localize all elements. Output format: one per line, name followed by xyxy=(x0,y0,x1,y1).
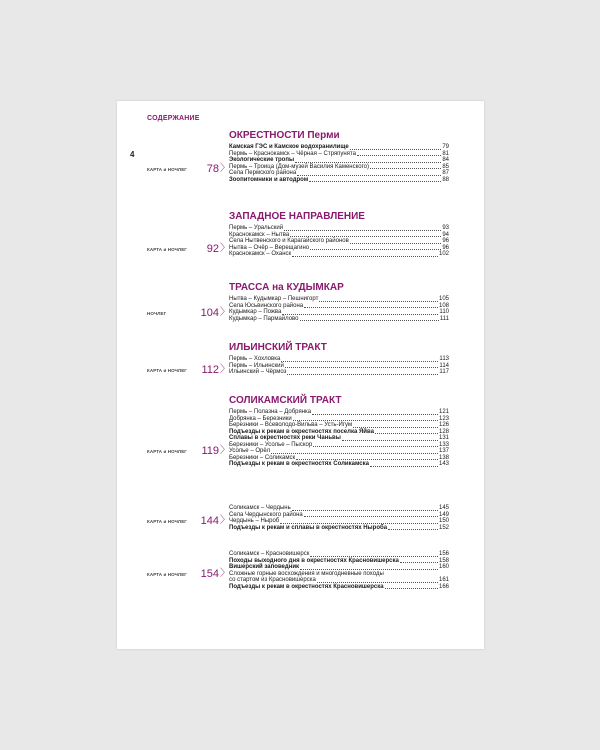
entry-page: 131 xyxy=(438,435,449,441)
entry-text: Подъезды к рекам в окрестностях Красновишерска xyxy=(229,583,384,590)
chevron-right-icon: 〉 xyxy=(220,243,230,254)
side-marker-label: КАРТА и НОЧЛЕГ xyxy=(147,166,187,172)
entry-text: Пермь – Хохловка xyxy=(229,356,281,362)
section-title: ОКРЕСТНОСТИ Перми xyxy=(229,130,340,141)
document-page xyxy=(117,101,484,649)
leader-dots xyxy=(350,239,442,244)
entry-text: Пермь – Ильинский xyxy=(229,362,284,369)
toc-entry[interactable] xyxy=(229,584,449,591)
entry-text: Березники – Усолье – Пыскор xyxy=(229,441,313,448)
side-marker xyxy=(147,515,230,527)
entry-text: Вишерский заповедник xyxy=(229,564,300,570)
leader-dots xyxy=(388,525,438,530)
entry-text: Краснокамск – Нытва xyxy=(229,231,290,238)
entry-text: Зоопитомники и автодром xyxy=(229,176,309,183)
leader-dots xyxy=(296,455,438,460)
leader-dots xyxy=(280,519,438,524)
leader-dots xyxy=(300,316,439,321)
leader-dots xyxy=(319,297,438,302)
contents-header: СОДЕРЖАНИЕ xyxy=(147,115,200,122)
entry-page: 110 xyxy=(439,309,449,315)
leader-dots xyxy=(350,145,442,150)
chevron-right-icon: 〉 xyxy=(220,364,230,375)
section-title: ТРАССА на КУДЫМКАР xyxy=(229,282,344,293)
leader-dots xyxy=(300,565,438,570)
leader-dots xyxy=(309,177,441,182)
leader-dots xyxy=(293,416,438,421)
side-marker xyxy=(147,364,230,376)
entry-text: Камская ГЭС и Камское водохранилище xyxy=(229,144,349,150)
entry-text: Соликамск – Чердынь xyxy=(229,505,291,511)
leader-dots xyxy=(290,232,441,237)
leader-dots xyxy=(297,171,441,176)
toc-entry[interactable] xyxy=(229,369,449,376)
side-marker-page: 144 xyxy=(200,515,219,527)
side-marker-page: 154 xyxy=(200,568,219,580)
side-marker-label: НОЧЛЕГ xyxy=(147,310,167,316)
entry-page: 160 xyxy=(438,564,449,570)
entry-text: Усолье – Орёл xyxy=(229,448,271,454)
entry-text: Подъезды к рекам в окрестностях Соликамска xyxy=(229,461,369,467)
entry-text: Пермь – Уральский xyxy=(229,225,284,231)
entry-text: Походы выходного дня в окрестностях Красновишерска xyxy=(229,557,399,564)
entry-page: 81 xyxy=(442,150,449,157)
leader-dots xyxy=(353,423,438,428)
entry-text: Сплавы в окрестностях реки Чаньвы xyxy=(229,435,341,441)
entry-page: 117 xyxy=(439,369,449,375)
side-marker-label: КАРТА и НОЧЛЕГ xyxy=(147,367,187,373)
entry-page: 96 xyxy=(442,238,449,244)
entry-page: 161 xyxy=(438,577,449,583)
entry-page: 123 xyxy=(438,415,449,422)
entry-page: 143 xyxy=(438,461,449,467)
entry-text: Кудымкар – Пармайлово xyxy=(229,315,299,322)
entry-page: 166 xyxy=(438,583,449,590)
entry-page: 85 xyxy=(442,163,449,170)
side-marker-page: 104 xyxy=(200,307,219,319)
entry-text: Добрянка – Березники xyxy=(229,415,292,422)
entry-page: 87 xyxy=(442,170,449,176)
entry-text: Чердынь – Ныроб xyxy=(229,518,280,524)
entry-text: Березники – Соликамск xyxy=(229,454,296,461)
leader-dots xyxy=(342,436,438,441)
entry-page: 113 xyxy=(439,356,449,362)
toc-entry[interactable] xyxy=(229,461,449,468)
leader-dots xyxy=(317,578,438,583)
entry-text: Пермь – Краснокамск – Чёрная – Стряпунята xyxy=(229,150,356,157)
entry-page: 149 xyxy=(438,511,449,518)
entry-text: Сложные горные восхождения и многодневные походы xyxy=(229,570,384,577)
leader-dots xyxy=(287,370,438,375)
page-number: 4 xyxy=(130,150,135,159)
side-marker xyxy=(147,568,230,580)
side-marker-label: КАРТА и НОЧЛЕГ xyxy=(147,518,187,524)
toc-section xyxy=(229,551,449,590)
toc-section xyxy=(229,505,449,531)
toc-section xyxy=(229,395,449,468)
leader-dots xyxy=(370,164,441,169)
entry-page: 108 xyxy=(438,302,449,309)
chevron-right-icon: 〉 xyxy=(220,163,230,174)
leader-dots xyxy=(271,449,438,454)
side-marker-page: 78 xyxy=(206,163,219,175)
entry-page: 126 xyxy=(438,422,449,428)
toc-section xyxy=(229,130,449,183)
entry-page: 152 xyxy=(438,524,449,531)
entry-text: со стартом из Красновишерска xyxy=(229,577,316,583)
section-title: ИЛЬИНСКИЙ ТРАКТ xyxy=(229,342,327,353)
entry-page: 158 xyxy=(438,557,449,564)
side-marker-page: 119 xyxy=(201,445,219,457)
leader-dots xyxy=(284,226,441,231)
entry-page: 93 xyxy=(442,225,449,231)
entry-page: 111 xyxy=(439,315,449,322)
side-marker xyxy=(147,163,230,175)
entry-page: 84 xyxy=(442,157,449,163)
entry-page: 102 xyxy=(438,251,449,257)
leader-dots xyxy=(400,558,438,563)
leader-dots xyxy=(304,303,438,308)
entry-text: Села Юсьвинского района xyxy=(229,302,304,309)
leader-dots xyxy=(285,363,439,368)
toc-section xyxy=(229,282,449,322)
entry-text: Экологические тропы xyxy=(229,157,295,163)
chevron-right-icon: 〉 xyxy=(220,515,230,526)
entry-text: Села Пермского района xyxy=(229,170,297,176)
entry-text: Подъезды к рекам и сплавы в окрестностях Ныроба xyxy=(229,524,388,531)
leader-dots xyxy=(357,151,441,156)
entry-page: 128 xyxy=(438,428,449,435)
toc-section xyxy=(229,211,449,258)
side-marker xyxy=(147,307,230,319)
entry-page: 121 xyxy=(438,409,449,415)
entry-text: Кудымкар – Пожва xyxy=(229,309,282,315)
entry-text: Села Нытвенского и Карагайского районов xyxy=(229,238,349,244)
toc-entry[interactable] xyxy=(229,177,449,184)
entry-page: 114 xyxy=(439,362,449,369)
toc-entry[interactable] xyxy=(229,251,449,258)
entry-text: Ильинский – Чёрмоз xyxy=(229,369,287,375)
entry-text: Пермь – Полазна – Добрянка xyxy=(229,409,312,415)
entry-text: Краснокамск – Оханск xyxy=(229,251,292,257)
entry-page: 96 xyxy=(442,244,449,251)
side-marker xyxy=(147,243,230,255)
entry-page: 150 xyxy=(438,518,449,524)
side-marker xyxy=(147,445,230,457)
entry-text: Соликамск – Красновишерск xyxy=(229,551,310,557)
leader-dots xyxy=(312,410,438,415)
leader-dots xyxy=(304,512,438,517)
leader-dots xyxy=(375,429,438,434)
side-marker-page: 112 xyxy=(201,364,219,376)
leader-dots xyxy=(310,552,438,557)
side-marker-page: 92 xyxy=(206,243,219,255)
entry-page: 79 xyxy=(442,144,449,150)
entry-page: 156 xyxy=(438,551,449,557)
entry-page: 133 xyxy=(438,441,449,448)
entry-text: Нытва – Очёр – Верещагино xyxy=(229,244,310,251)
leader-dots xyxy=(310,245,441,250)
side-marker-label: КАРТА и НОЧЛЕГ xyxy=(147,246,187,252)
toc-entry[interactable] xyxy=(229,525,449,532)
leader-dots xyxy=(295,158,441,163)
toc-section xyxy=(229,342,449,376)
entry-page: 137 xyxy=(438,448,449,454)
leader-dots xyxy=(313,442,438,447)
toc-entry[interactable] xyxy=(229,316,449,323)
section-title: СОЛИКАМСКИЙ ТРАКТ xyxy=(229,395,342,406)
entry-page: 88 xyxy=(442,176,449,183)
entry-page: 94 xyxy=(442,231,449,238)
entry-page: 105 xyxy=(438,296,449,302)
entry-text: Села Чердынского района xyxy=(229,511,303,518)
entry-text: Березники – Всеволодо-Вильва – Усть-Игум xyxy=(229,422,353,428)
section-title: ЗАПАДНОЕ НАПРАВЛЕНИЕ xyxy=(229,211,365,222)
entry-text: Пермь – Троица (Дом-музей Василия Каменского) xyxy=(229,163,370,170)
leader-dots xyxy=(281,357,438,362)
chevron-right-icon: 〉 xyxy=(220,445,230,456)
entry-text: Подъезды к рекам в окрестностях поселка Яйва xyxy=(229,428,374,435)
chevron-right-icon: 〉 xyxy=(220,307,230,318)
leader-dots xyxy=(282,310,438,315)
chevron-right-icon: 〉 xyxy=(220,568,230,579)
leader-dots xyxy=(292,506,438,511)
entry-page: 145 xyxy=(438,505,449,511)
entry-page: 138 xyxy=(438,454,449,461)
leader-dots xyxy=(370,462,438,467)
leader-dots xyxy=(385,584,438,589)
side-marker-label: КАРТА и НОЧЛЕГ xyxy=(147,448,187,454)
entry-text: Нытва – Кудымкар – Пешнигорт xyxy=(229,296,319,302)
side-marker-label: КАРТА и НОЧЛЕГ xyxy=(147,571,187,577)
leader-dots xyxy=(292,252,438,257)
